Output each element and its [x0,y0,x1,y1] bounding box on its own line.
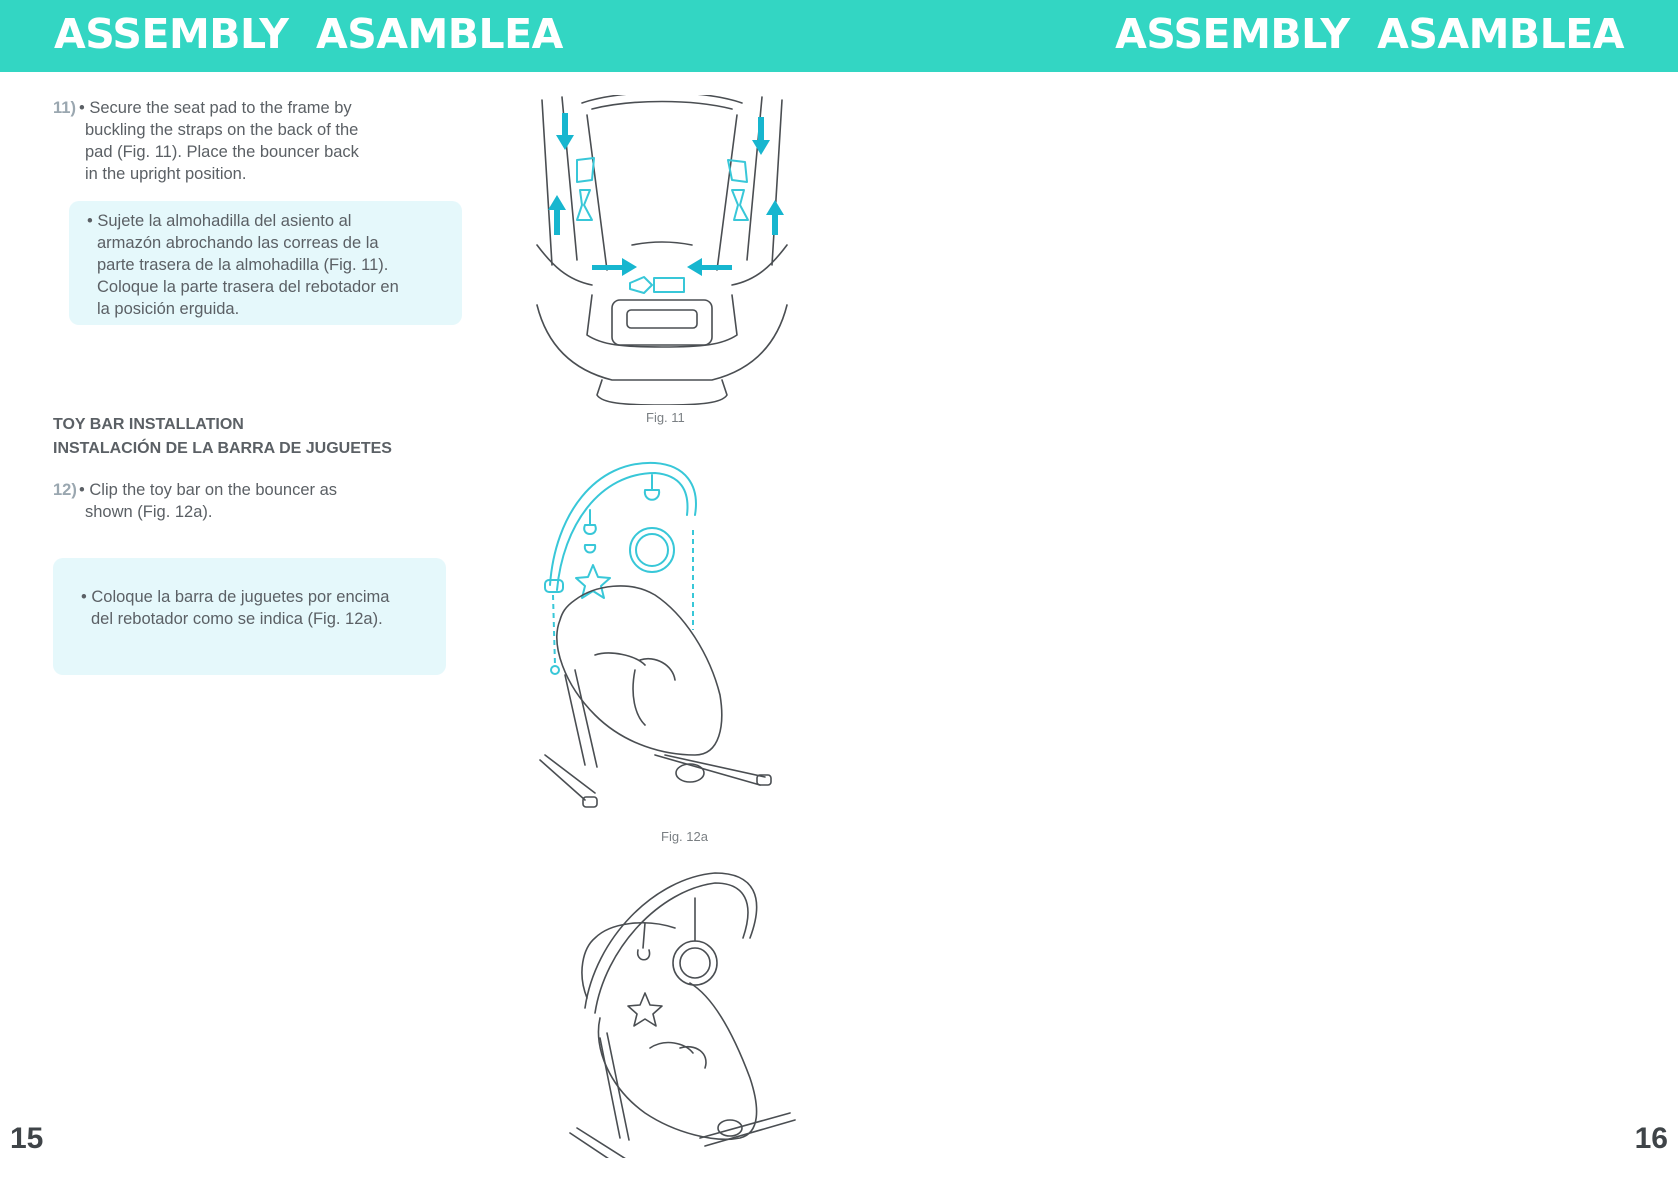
step-12-line: • Clip the toy bar on the bouncer as [79,481,338,499]
step-11-line: in the upright position. [85,165,247,183]
fig-11-caption: Fig. 11 [646,410,685,425]
step-12-text [79,479,338,523]
spanish-line: del rebotador como se indica (Fig. 12a). [91,610,383,628]
page-number-left: 15 [10,1122,44,1155]
step-11 [53,97,473,189]
heading-english: TOY BAR INSTALLATION [53,416,244,433]
step-12-line: shown (Fig. 12a). [85,503,213,521]
step-11-line: buckling the straps on the back of the [85,121,359,139]
spanish-line: armazón abrochando las correas de la [97,234,379,252]
left-page-title: ASSEMBLY ASAMBLEA [54,10,563,58]
fig-12b-illustration [565,868,815,1158]
spanish-line: parte trasera de la almohadilla (Fig. 11). [97,256,389,274]
step-11-text [79,97,359,185]
spanish-line: • Coloque la barra de juguetes por encima [81,588,390,606]
step-11-line: pad (Fig. 11). Place the bouncer back [85,143,359,161]
spanish-line: • Sujete la almohadilla del asiento al [87,212,352,230]
right-page-title: ASSEMBLY ASAMBLEA [1115,10,1624,58]
step-11-line: • Secure the seat pad to the frame by [79,99,352,117]
fig-11-illustration [532,95,792,405]
spanish-line: la posición erguida. [97,300,240,318]
fig-12a-caption: Fig. 12a [661,829,708,844]
step-12 [53,479,473,525]
spanish-line: Coloque la parte trasera del rebotador en [97,278,399,296]
fig-12a-illustration [535,455,785,825]
toy-bar-section-heading [53,413,392,461]
page-number-right: 16 [1634,1122,1668,1155]
step-11-number: 11) [53,99,76,117]
heading-spanish: INSTALACIÓN DE LA BARRA DE JUGUETES [53,440,392,457]
step-11-spanish-box [69,201,462,325]
page-header [0,0,1678,72]
step-12-number: 12) [53,481,77,499]
step-12-spanish-box [53,558,446,675]
